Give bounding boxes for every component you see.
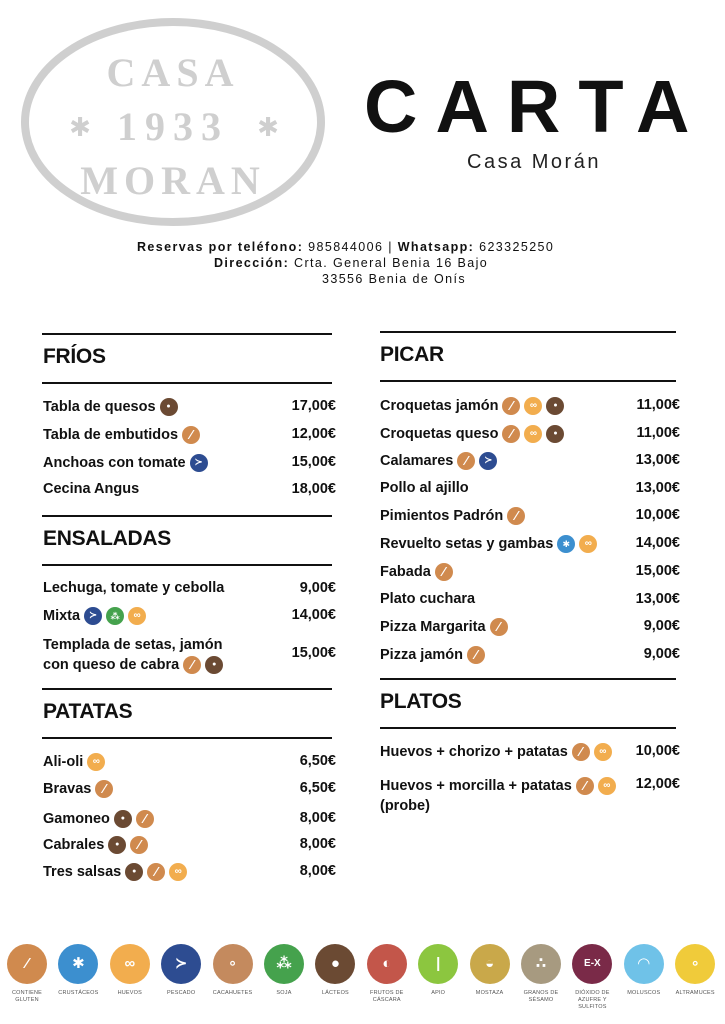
allergen-glyph: ⁄ — [25, 955, 29, 972]
allergen-icon — [367, 944, 407, 984]
crust-allergen-icon — [557, 535, 575, 553]
allergen-glyph: ≻ — [174, 955, 188, 972]
logo-text-year: 1933 — [117, 104, 229, 149]
pescado-allergen-icon — [190, 454, 208, 472]
gluten-allergen-icon — [467, 646, 485, 664]
logo-star-right: ✱ — [257, 112, 279, 142]
allergen-label: MOLUSCOS — [627, 990, 661, 996]
allergen-glyph: ◠ — [638, 955, 650, 972]
menu-item-price: 17,00€ — [291, 398, 336, 414]
menu-item-name: Cecina Angus — [43, 481, 140, 497]
menu-item-name: Pimientos Padrón — [380, 508, 504, 524]
divider — [42, 688, 332, 690]
allergen-icon — [7, 944, 47, 984]
huevos-allergen-icon — [87, 753, 105, 771]
menu-item-price: 14,00€ — [291, 607, 336, 623]
direccion-line1: Crta. General Benia 16 Bajo — [294, 256, 489, 270]
whatsapp-label: Whatsapp: — [397, 240, 475, 254]
allergen-label: HUEVOS — [117, 990, 143, 996]
menu-item-name: Pizza Margarita — [380, 619, 486, 635]
menu-item-price: 6,50€ — [299, 753, 336, 769]
menu-item-name: Huevos + chorizo + patatas — [380, 744, 568, 760]
menu-item-name: Templada de setas, jamón — [43, 637, 223, 653]
contact-phone-row — [137, 240, 554, 254]
menu-item-name-line2: (probe) — [380, 798, 430, 814]
contact-address-row — [214, 256, 488, 270]
menu-item — [380, 646, 485, 664]
gluten-allergen-icon — [507, 507, 525, 525]
pescado-allergen-icon — [479, 452, 497, 470]
allergen-icon — [315, 944, 355, 984]
menu-title: CARTA — [364, 65, 708, 148]
menu-item — [43, 780, 113, 798]
allergen-glyph: | — [436, 955, 441, 972]
gluten-allergen-icon — [490, 618, 508, 636]
section-title-picar: PICAR — [380, 343, 444, 366]
allergen-glyph: ∴ — [535, 955, 547, 972]
menu-item-price: 13,00€ — [635, 480, 680, 496]
allergen-legend-item — [207, 944, 259, 997]
allergen-label: FRUTOS DE CÁSCARA — [370, 990, 404, 1004]
divider — [42, 333, 332, 335]
menu-item — [43, 426, 200, 444]
menu-item-price: 13,00€ — [635, 452, 680, 468]
allergen-legend-item — [361, 944, 413, 1004]
menu-item-price: 11,00€ — [636, 397, 680, 413]
menu-item-name-line2: con queso de cabra — [43, 657, 180, 673]
allergen-legend-item — [258, 944, 310, 997]
menu-item-name: Lechuga, tomate y cebolla — [43, 580, 225, 596]
allergen-icon — [675, 944, 715, 984]
logo-star-left: ✱ — [69, 112, 91, 142]
menu-item — [380, 480, 469, 496]
menu-item — [380, 743, 612, 761]
gluten-allergen-icon — [95, 780, 113, 798]
allergen-legend-item — [669, 944, 721, 997]
menu-item — [380, 591, 475, 607]
menu-item-name: Croquetas queso — [380, 426, 499, 442]
allergen-label: ALTRAMUCES — [675, 990, 715, 996]
menu-item-price: 13,00€ — [635, 591, 680, 607]
divider — [380, 380, 676, 382]
lacteos-allergen-icon — [114, 810, 132, 828]
gluten-allergen-icon — [182, 426, 200, 444]
section-title-ensaladas: ENSALADAS — [43, 527, 171, 550]
menu-item-price: 12,00€ — [635, 776, 680, 792]
menu-item — [43, 481, 139, 497]
allergen-icon — [213, 944, 253, 984]
allergen-label: PESCADO — [167, 990, 196, 996]
menu-item-name: Tabla de quesos — [43, 399, 156, 415]
allergen-label: GRANOS DE SÉSAMO — [523, 990, 559, 1004]
allergen-legend — [0, 944, 725, 1024]
huevos-allergen-icon — [524, 397, 542, 415]
gluten-allergen-icon — [576, 777, 594, 795]
reservas-label: Reservas por teléfono: — [137, 240, 304, 254]
menu-item-price: 10,00€ — [635, 743, 680, 759]
menu-item-price: 8,00€ — [299, 863, 336, 879]
allergen-label: DIÓXIDO DE AZUFRE Y SULFITOS — [575, 990, 610, 1011]
menu-item-price: 9,00€ — [643, 646, 680, 662]
menu-item-name: Calamares — [380, 453, 454, 469]
menu-item — [43, 398, 178, 416]
allergen-glyph: ∘ — [690, 955, 700, 972]
menu-item-price: 11,00€ — [636, 425, 680, 441]
allergen-legend-item — [309, 944, 361, 997]
allergen-glyph: ◐ — [382, 955, 392, 972]
lacteos-allergen-icon — [160, 398, 178, 416]
allergen-icon — [264, 944, 304, 984]
gluten-allergen-icon — [183, 656, 201, 674]
menu-item — [43, 607, 146, 625]
menu-item — [380, 776, 616, 816]
menu-item — [380, 563, 453, 581]
allergen-legend-item — [464, 944, 516, 997]
gluten-allergen-icon — [136, 810, 154, 828]
allergen-icon — [470, 944, 510, 984]
allergen-label: APIO — [431, 990, 446, 996]
menu-item — [43, 753, 105, 771]
menu-item — [380, 397, 564, 415]
pescado-allergen-icon — [84, 607, 102, 625]
menu-item-price: 12,00€ — [291, 426, 336, 442]
menu-item-name: Revuelto setas y gambas — [380, 536, 554, 552]
allergen-legend-item — [515, 944, 567, 1004]
lacteos-allergen-icon — [546, 425, 564, 443]
menu-item — [380, 618, 508, 636]
allergen-icon — [521, 944, 561, 984]
allergen-glyph: ✱ — [72, 955, 85, 972]
restaurant-name: Casa Morán — [467, 151, 601, 173]
allergen-label: CONTIENE GLUTEN — [11, 990, 43, 1004]
menu-item-name: Huevos + morcilla + patatas — [380, 778, 572, 794]
allergen-label: MOSTAZA — [475, 990, 504, 996]
menu-item — [380, 425, 564, 443]
gluten-allergen-icon — [435, 563, 453, 581]
allergen-legend-item — [104, 944, 156, 997]
menu-item-name: Fabada — [380, 564, 431, 580]
divider — [42, 382, 332, 384]
logo-text-moran: MORAN — [80, 158, 266, 203]
menu-item-name: Tabla de embutidos — [43, 427, 179, 443]
allergen-icon — [161, 944, 201, 984]
menu-item-name: Ali-oli — [43, 754, 84, 770]
gluten-allergen-icon — [130, 836, 148, 854]
lacteos-allergen-icon — [125, 863, 143, 881]
direccion-label: Dirección: — [214, 256, 290, 270]
logo-stamp — [20, 18, 326, 226]
allergen-legend-item — [566, 944, 618, 1011]
menu-item-name: Anchoas con tomate — [43, 455, 186, 471]
menu-item — [380, 452, 497, 470]
allergen-icon — [418, 944, 458, 984]
menu-item-price: 15,00€ — [291, 645, 336, 661]
gluten-allergen-icon — [457, 452, 475, 470]
casa-moran-logo — [20, 18, 326, 226]
logo-text-casa: CASA — [106, 50, 240, 95]
menu-item-price: 15,00€ — [291, 454, 336, 470]
divider — [380, 727, 676, 729]
huevos-allergen-icon — [169, 863, 187, 881]
direccion-line2: 33556 Benia de Onís — [322, 272, 467, 286]
huevos-allergen-icon — [128, 607, 146, 625]
menu-item-name: Pizza jamón — [380, 647, 463, 663]
allergen-label: CRUSTÁCEOS — [58, 990, 99, 996]
menu-item-price: 8,00€ — [299, 836, 336, 852]
lacteos-allergen-icon — [108, 836, 126, 854]
allergen-legend-item — [618, 944, 670, 997]
menu-item — [43, 635, 223, 675]
whatsapp-phone: 623325250 — [479, 240, 555, 254]
allergen-label: LÁCTEOS — [321, 990, 349, 996]
menu-item-price: 10,00€ — [635, 507, 680, 523]
menu-item-name: Croquetas jamón — [380, 398, 499, 414]
lacteos-allergen-icon — [205, 656, 223, 674]
allergen-icon — [572, 944, 612, 984]
divider — [42, 737, 332, 739]
huevos-allergen-icon — [524, 425, 542, 443]
menu-item-price: 14,00€ — [635, 535, 680, 551]
menu-item — [380, 535, 597, 553]
gluten-allergen-icon — [572, 743, 590, 761]
reservas-phone: 985844006 — [308, 240, 384, 254]
menu-item-price: 6,50€ — [299, 780, 336, 796]
menu-item-price: 8,00€ — [299, 810, 336, 826]
allergen-glyph: ◒ — [485, 955, 495, 972]
menu-item — [43, 454, 208, 472]
allergen-legend-item — [412, 944, 464, 997]
allergen-glyph: ∘ — [227, 955, 238, 972]
menu-item-price: 18,00€ — [291, 481, 336, 497]
menu-item-name: Gamoneo — [43, 811, 110, 827]
allergen-label: CACAHUETES — [212, 990, 253, 996]
menu-item-name: Bravas — [43, 781, 92, 797]
menu-item — [43, 810, 154, 828]
allergen-icon — [624, 944, 664, 984]
allergen-icon — [58, 944, 98, 984]
menu-item-name: Plato cuchara — [380, 591, 476, 607]
gluten-allergen-icon — [502, 397, 520, 415]
allergen-legend-item — [52, 944, 104, 997]
section-title-platos: PLATOS — [380, 690, 462, 713]
divider — [380, 678, 676, 680]
allergen-icon — [110, 944, 150, 984]
allergen-legend-item — [1, 944, 53, 1004]
contact-separator: | — [388, 240, 393, 254]
gluten-allergen-icon — [502, 425, 520, 443]
gluten-allergen-icon — [147, 863, 165, 881]
menu-item-price: 15,00€ — [635, 563, 680, 579]
allergen-label: SOJA — [276, 990, 292, 996]
huevos-allergen-icon — [579, 535, 597, 553]
menu-item-price: 9,00€ — [643, 618, 680, 634]
lacteos-allergen-icon — [546, 397, 564, 415]
menu-item — [43, 863, 187, 881]
section-title-frios: FRÍOS — [43, 345, 106, 368]
allergen-glyph: ● — [330, 955, 340, 972]
soja-allergen-icon — [106, 607, 124, 625]
menu-item-name: Tres salsas — [43, 864, 122, 880]
allergen-glyph: E-X — [584, 958, 601, 969]
menu-item — [43, 580, 224, 596]
menu-item-name: Pollo al ajillo — [380, 480, 469, 496]
divider — [42, 515, 332, 517]
divider — [380, 331, 676, 333]
divider — [42, 564, 332, 566]
allergen-glyph: ⁂ — [276, 955, 292, 972]
allergen-legend-item — [155, 944, 207, 997]
allergen-glyph: ∞ — [124, 955, 136, 972]
menu-item-name: Mixta — [43, 608, 81, 624]
menu-item-price: 9,00€ — [299, 580, 336, 596]
menu-item-name: Cabrales — [43, 837, 105, 853]
section-title-patatas: PATATAS — [43, 700, 133, 723]
menu-item — [380, 507, 525, 525]
menu-item — [43, 836, 148, 854]
